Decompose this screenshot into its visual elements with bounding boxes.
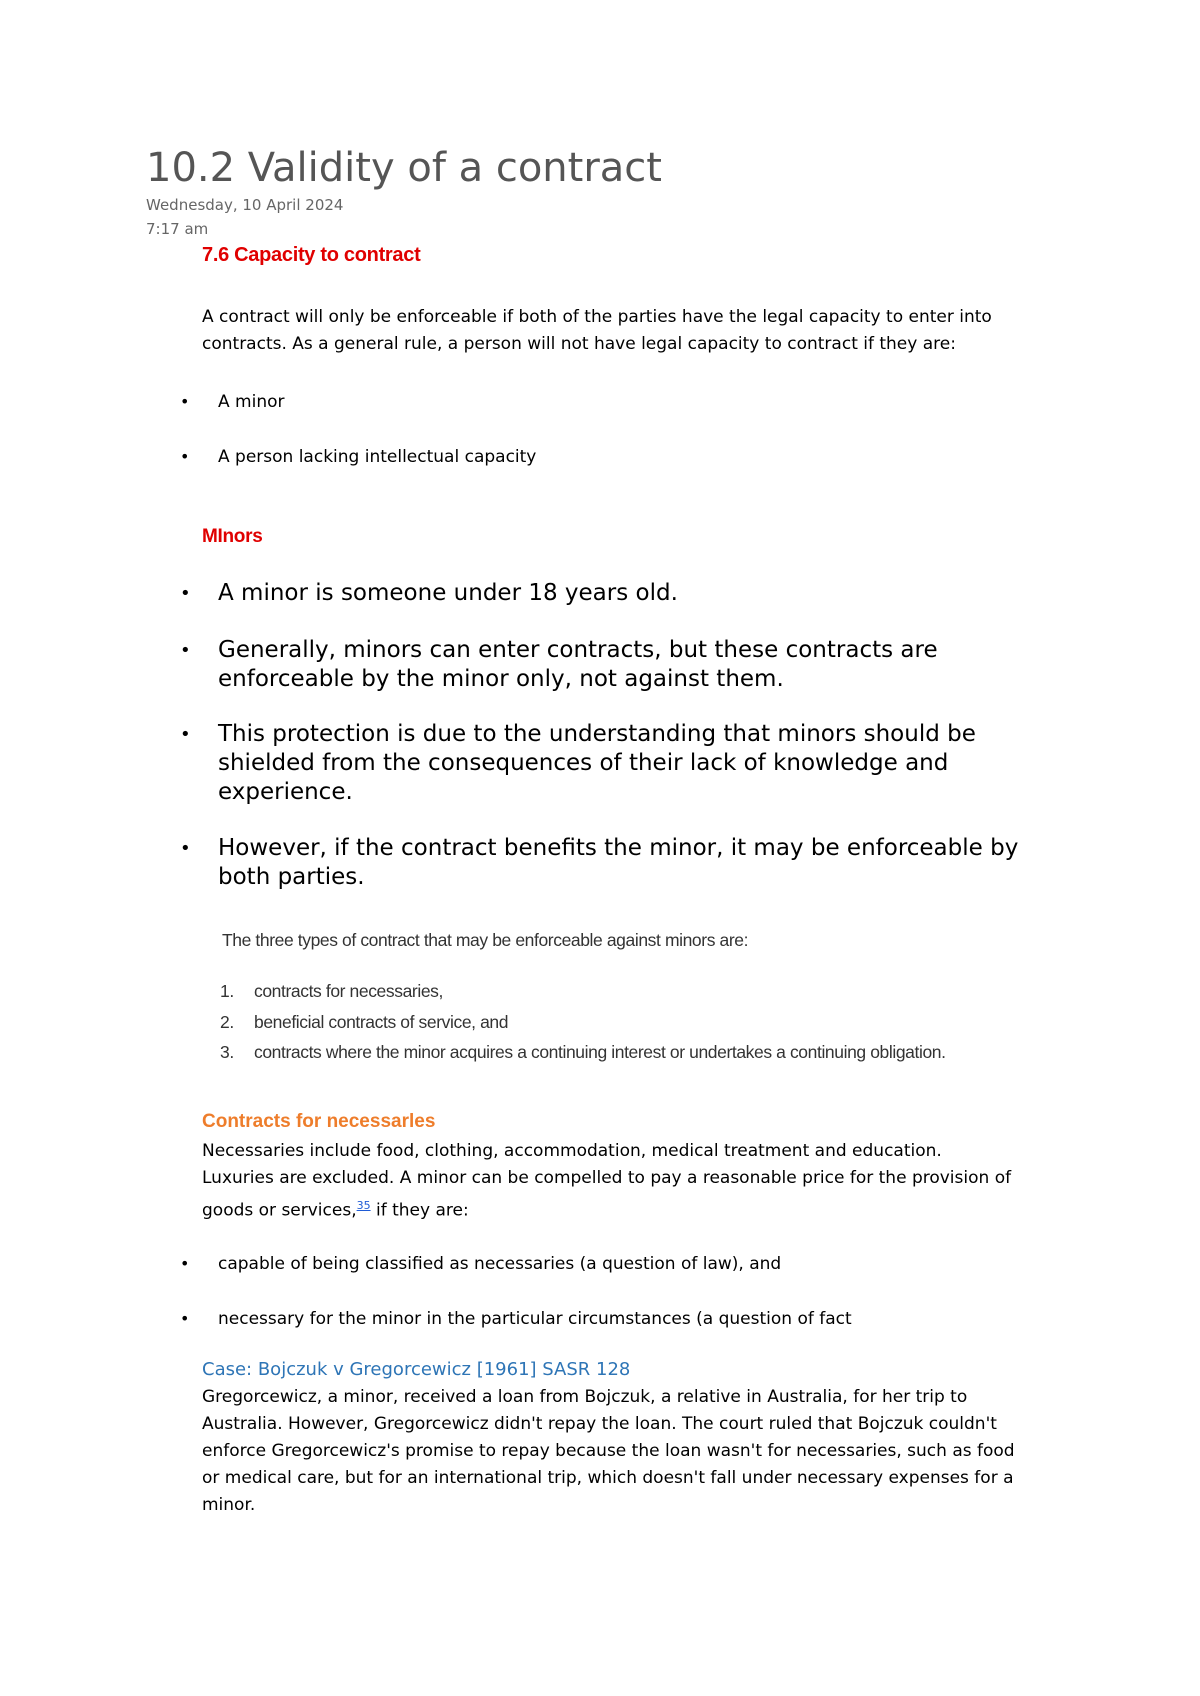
list-number: 2. [220,1012,234,1032]
necessaries-heading: Contracts for necessarles [202,1111,436,1132]
capacity-intro [202,304,1082,358]
bullet-icon: • [180,724,191,745]
bullet-icon: • [180,583,191,604]
minors-bullet [180,720,1060,807]
necessaries-bullet [180,1307,852,1331]
list-number: 1. [220,981,234,1001]
bullet-icon: • [180,1254,190,1273]
necessaries-line-text: goods or services, [202,1200,357,1221]
minors-bullet [180,636,1060,694]
capacity-bullet [180,445,536,469]
case-line: enforce Gregorcewicz's promise to repay because the loan wasn't for necessaries, such as food [202,1441,1015,1461]
capacity-heading: 7.6 Capacity to contract [202,244,421,266]
minors-heading: MInors [202,526,263,547]
bullet-icon: • [180,1309,190,1328]
capacity-bullet-text: A person lacking intellectual capacity [218,447,537,467]
case-line: Australia. However, Gregorcewicz didn't repay the loan. The court ruled that Bojczuk couldn't [202,1414,997,1434]
necessaries-line-text: if they are: [370,1200,469,1221]
necessaries-paragraph [202,1138,1082,1225]
case-line: or medical care, but for an international trip, which doesn't fall under necessary expenses for a [202,1468,1014,1488]
bullet-icon: • [180,640,191,661]
necessaries-line: Luxuries are excluded. A minor can be compelled to pay a reasonable price for the provision of [202,1168,1012,1188]
bullet-icon: • [180,392,190,411]
case-heading: Case: Bojczuk v Gregorcewicz [1961] SASR 128 [202,1359,631,1380]
case-line: Gregorcewicz, a minor, received a loan from Bojczuk, a relative in Australia, for her trip to [202,1387,968,1407]
case-paragraph [202,1384,1082,1519]
necessaries-line: Necessaries include food, clothing, accommodation, medical treatment and education. [202,1141,942,1161]
case-line: minor. [202,1495,256,1515]
minors-bullet-text: This protection is due to the understanding that minors should be shielded from the consequences of their lack of knowledge and experience. [218,721,976,805]
capacity-intro-line: A contract will only be enforceable if both of the parties have the legal capacity to enter into [202,307,992,327]
page-date: Wednesday, 10 April 2024 [146,196,344,214]
necessaries-bullet-text: capable of being classified as necessaries (a question of law), and [218,1254,782,1274]
page-time: 7:17 am [146,220,209,238]
contract-type-item [220,1042,946,1063]
contract-type-text: contracts where the minor acquires a continuing interest or undertakes a continuing obligation. [254,1042,946,1062]
footnote-link[interactable]: 35 [356,1199,371,1212]
capacity-intro-line: contracts. As a general rule, a person will not have legal capacity to contract if they are: [202,334,956,354]
contract-type-item [220,1012,508,1033]
capacity-bullet-text: A minor [218,392,285,412]
necessaries-bullet [180,1252,781,1276]
capacity-bullet [180,390,284,414]
necessaries-bullet-text: necessary for the minor in the particular circumstances (a question of fact [218,1309,852,1329]
minors-bullet-text: Generally, minors can enter contracts, but these contracts are enforceable by the minor only, not against them. [218,637,938,692]
minors-bullet [180,834,1060,892]
contract-type-text: beneficial contracts of service, and [254,1012,509,1032]
bullet-icon: • [180,447,190,466]
bullet-icon: • [180,838,191,859]
minors-bullet-text: A minor is someone under 18 years old. [218,580,678,606]
contract-type-item [220,981,443,1002]
list-number: 3. [220,1042,234,1062]
contract-types-intro: The three types of contract that may be enforceable against minors are: [222,930,749,950]
contract-type-text: contracts for necessaries, [254,981,443,1001]
minors-bullet [180,579,1060,608]
minors-bullet-text: However, if the contract benefits the minor, it may be enforceable by both parties. [218,835,1019,890]
necessaries-line [202,1192,1082,1225]
page-title: 10.2 Validity of a contract [146,145,662,191]
